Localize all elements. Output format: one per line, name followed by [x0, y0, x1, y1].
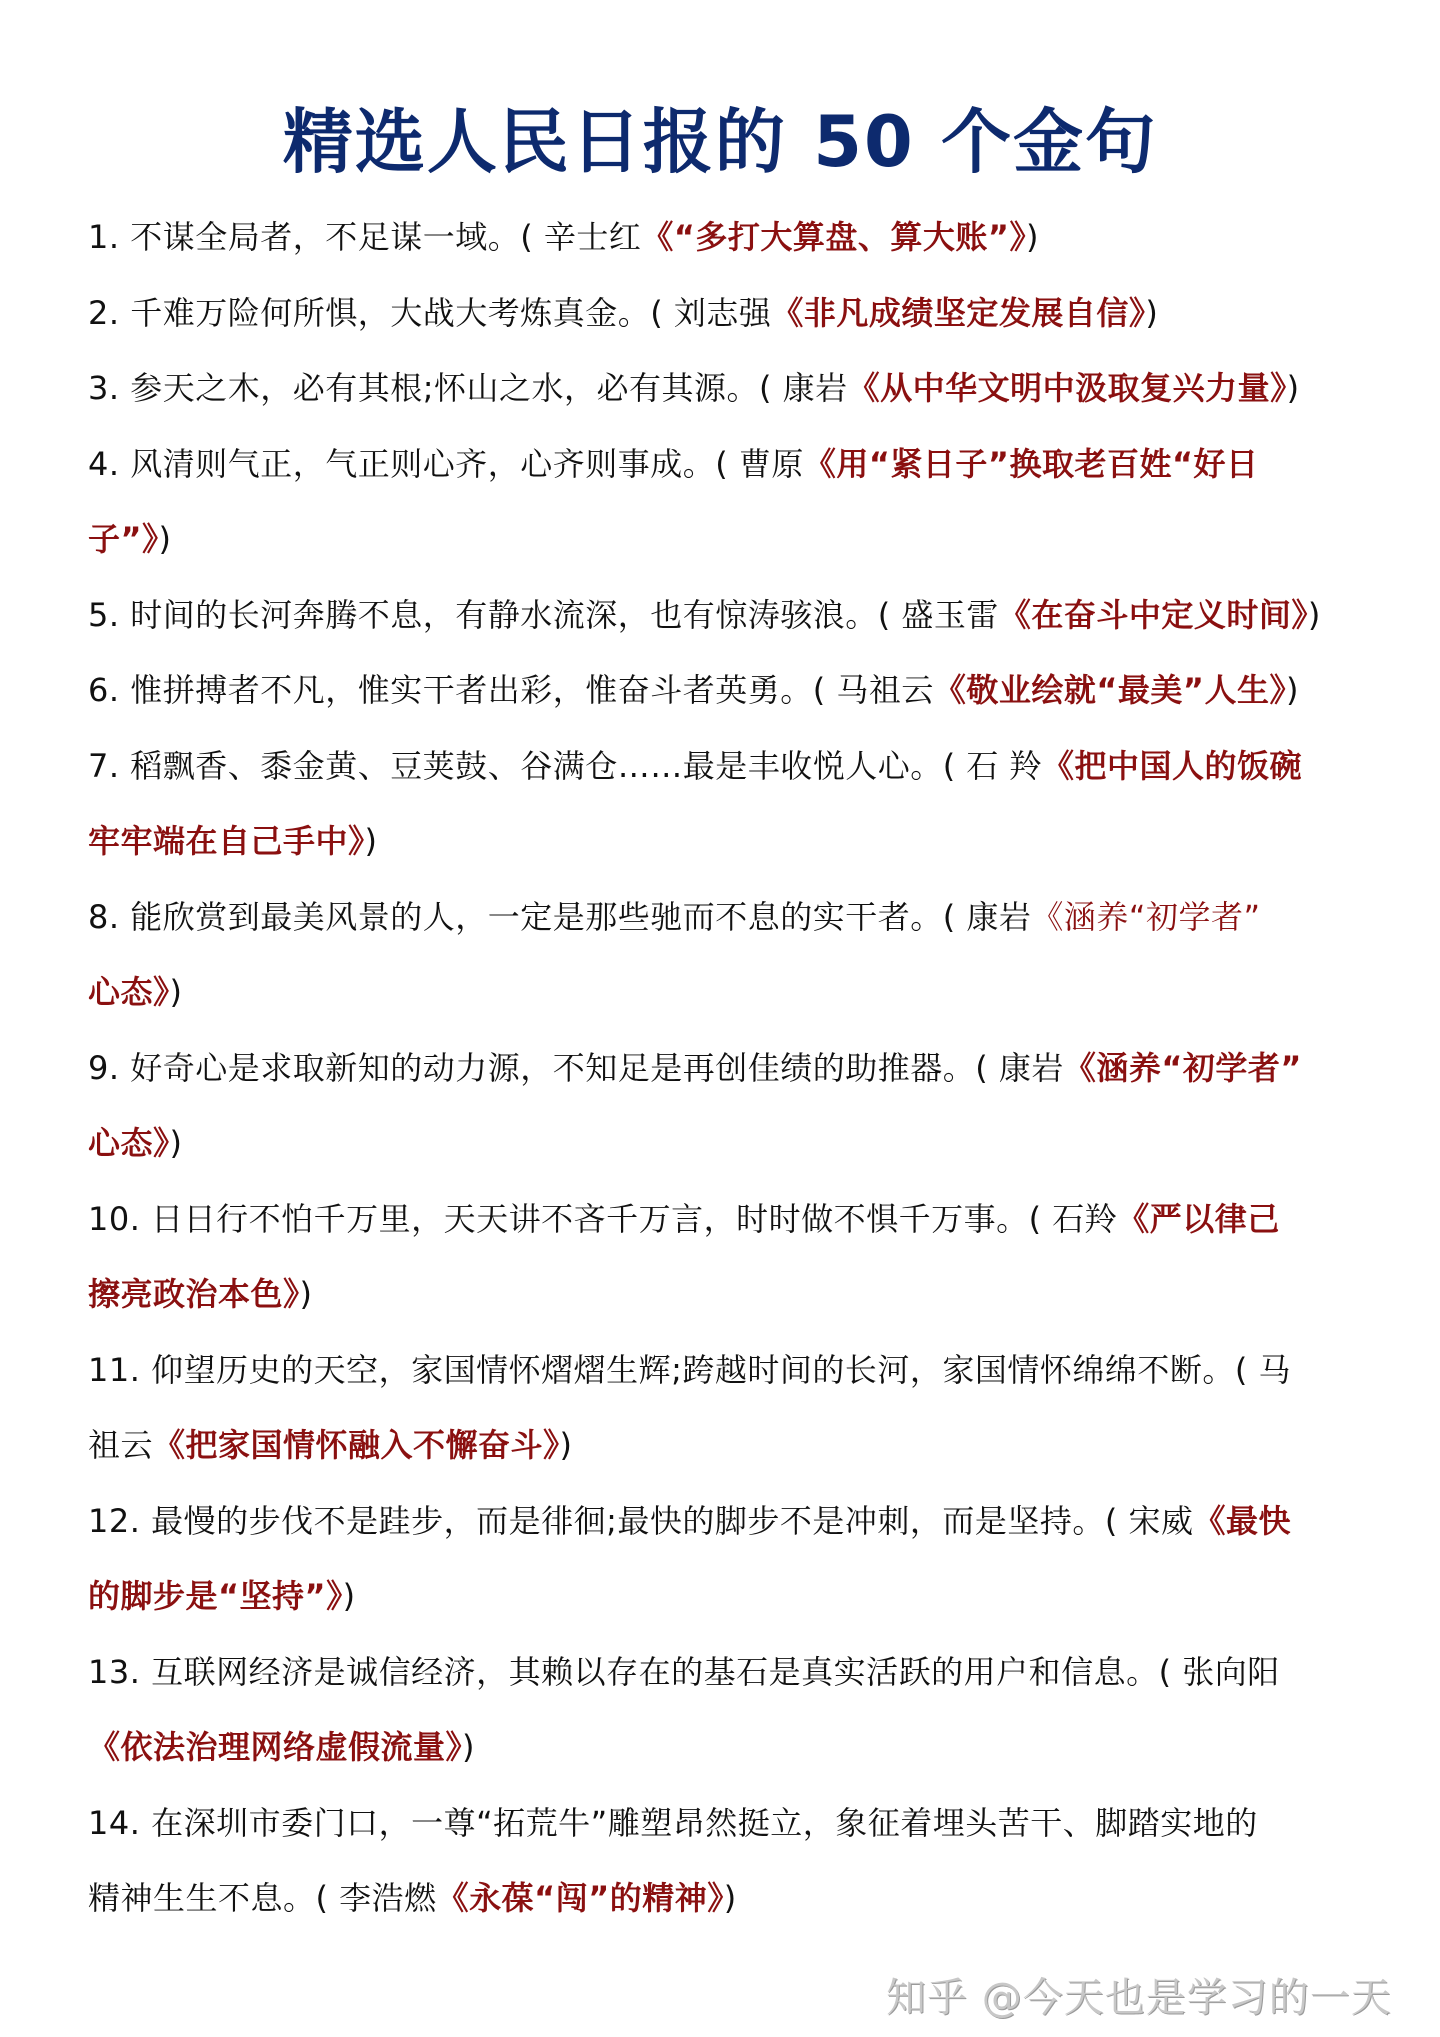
quote-line: [88, 1106, 1368, 1182]
source-title: 《“多打大算盘、算大账”》: [641, 218, 1026, 256]
quote-text: 6. 惟拼搏者不凡，惟实干者出彩，惟奋斗者英勇。( 马祖云: [88, 671, 934, 709]
quote-text: 11. 仰望历史的天空，家国情怀熠熠生辉;跨越时间的长河，家国情怀绵绵不断。( 马: [88, 1350, 1292, 1389]
quote-line: [88, 1484, 1368, 1560]
quote-text: 14. 在深圳市委门口，一尊“拓荒牛”雕塑昂然挺立，象征着埋头苦干、脚踏实地的: [88, 1803, 1258, 1842]
quote-text: 10. 日日行不怕千万里，天天讲不吝千万言，时时做不惧千万事。( 石羚: [88, 1199, 1118, 1238]
source-title: 牢牢端在自己手中》: [88, 822, 365, 860]
source-title: 的脚步是“坚持”》: [88, 1577, 343, 1615]
quote-text: ): [723, 1879, 737, 1917]
quote-text: 5. 时间的长河奔腾不息，有静水流深，也有惊涛骇浪。( 盛玉雷: [88, 595, 999, 634]
quote-text: 12. 最慢的步伐不是跬步，而是徘徊;最快的脚步不是冲刺，而是坚持。( 宋威: [88, 1501, 1194, 1540]
quote-text: ): [1145, 293, 1159, 332]
quote-line: [88, 880, 1368, 956]
source-title: 《在奋斗中定义时间》: [998, 595, 1308, 634]
source-title: 《从中华文明中汲取复兴力量》: [847, 369, 1287, 407]
quote-text: 精神生生不息。( 李浩燃: [88, 1879, 437, 1917]
quote-line: [88, 502, 1368, 578]
quote-text: 13. 互联网经济是诚信经济，其赖以存在的基石是真实活跃的用户和信息。( 张向阳: [88, 1652, 1280, 1691]
quote-text: ): [1285, 671, 1299, 709]
source-title: 《涵养“初学者”: [1031, 897, 1261, 936]
source-title: 《把家国情怀融入不懈奋斗》: [153, 1426, 560, 1464]
source-title: 《敬业绘就“最美”人生》: [933, 671, 1286, 709]
quote-text: ): [1307, 595, 1321, 634]
source-title: 《严以律己: [1117, 1199, 1280, 1238]
quote-text: ): [169, 1124, 183, 1162]
quote-text: 8. 能欣赏到最美风景的人，一定是那些驰而不息的实干者。( 康岩: [88, 897, 1032, 936]
quote-item: [88, 578, 1368, 654]
quote-line: [88, 1408, 1368, 1484]
source-title: 子”》: [88, 520, 159, 558]
quote-item: [88, 351, 1368, 427]
quote-text: ): [342, 1577, 356, 1615]
quote-text: ): [1025, 218, 1039, 256]
quote-line: [88, 276, 1368, 352]
quote-text: ): [462, 1728, 475, 1766]
source-title: 《涵养“初学者”: [1063, 1048, 1302, 1087]
source-title: 心态》: [88, 973, 170, 1011]
watermark: 知乎 @今天也是学习的一天: [886, 1975, 1392, 2021]
quote-line: [88, 1635, 1368, 1711]
quote-text: ): [364, 822, 378, 860]
quote-line: [88, 351, 1368, 427]
quote-line: [88, 1559, 1368, 1635]
quote-text: ): [559, 1426, 573, 1464]
source-title: 《非凡成绩坚定发展自信》: [771, 293, 1146, 332]
quote-line: [88, 578, 1368, 654]
quote-item: [88, 1786, 1368, 1937]
quote-line: [88, 427, 1368, 503]
source-title: 《把中国人的饭碗: [1042, 746, 1303, 785]
quote-item: [88, 729, 1368, 880]
quote-line: [88, 1333, 1368, 1409]
quote-line: [88, 653, 1368, 729]
quote-text: 2. 千难万险何所惧，大战大考炼真金。( 刘志强: [88, 293, 772, 332]
quote-line: [88, 1182, 1368, 1258]
source-title: 《最快: [1193, 1501, 1292, 1540]
quote-text: ): [158, 520, 172, 558]
quote-line: [88, 1257, 1368, 1333]
quote-item: [88, 1484, 1368, 1635]
source-title: 《依法治理网络虚假流量》: [88, 1728, 463, 1766]
quote-item: [88, 880, 1368, 1031]
page-title: 精选人民日报的 50 个金句: [282, 101, 1158, 183]
quote-line: [88, 955, 1368, 1031]
quote-item: [88, 1031, 1368, 1182]
quote-line: [88, 1861, 1368, 1937]
quote-line: [88, 1031, 1368, 1107]
quote-text: 3. 参天之木，必有其根;怀山之水，必有其源。( 康岩: [88, 369, 848, 407]
quote-line: [88, 729, 1368, 805]
source-title: 《永葆“闯”的精神》: [436, 1879, 724, 1917]
quote-text: ): [299, 1275, 313, 1313]
quote-item: [88, 427, 1368, 578]
quote-item: [88, 1182, 1368, 1333]
quote-text: ): [1286, 369, 1300, 407]
quote-text: ): [169, 973, 183, 1011]
quote-text: 4. 风清则气正，气正则心齐，心齐则事成。( 曹原: [88, 444, 804, 483]
quote-line: [88, 804, 1368, 880]
quote-line: [88, 1710, 1368, 1786]
quote-line: [88, 1786, 1368, 1862]
quote-item: [88, 276, 1368, 352]
source-title: 擦亮政治本色》: [88, 1275, 300, 1313]
source-title: 心态》: [88, 1124, 170, 1162]
quote-text: 祖云: [88, 1426, 154, 1464]
source-title: 《用“紧日子”换取老百姓“好日: [803, 444, 1259, 483]
quote-line: [88, 200, 1368, 276]
quote-text: 9. 好奇心是求取新知的动力源，不知足是再创佳绩的助推器。( 康岩: [88, 1048, 1064, 1087]
quote-item: [88, 200, 1368, 276]
quote-text: 7. 稻飘香、黍金黄、豆荚鼓、谷满仓……最是丰收悦人心。( 石 羚: [88, 746, 1043, 785]
quote-item: [88, 1333, 1368, 1484]
quote-list: [88, 200, 1368, 1937]
quote-text: 1. 不谋全局者，不足谋一域。( 辛士红: [88, 218, 642, 256]
quote-item: [88, 653, 1368, 729]
quote-item: [88, 1635, 1368, 1786]
